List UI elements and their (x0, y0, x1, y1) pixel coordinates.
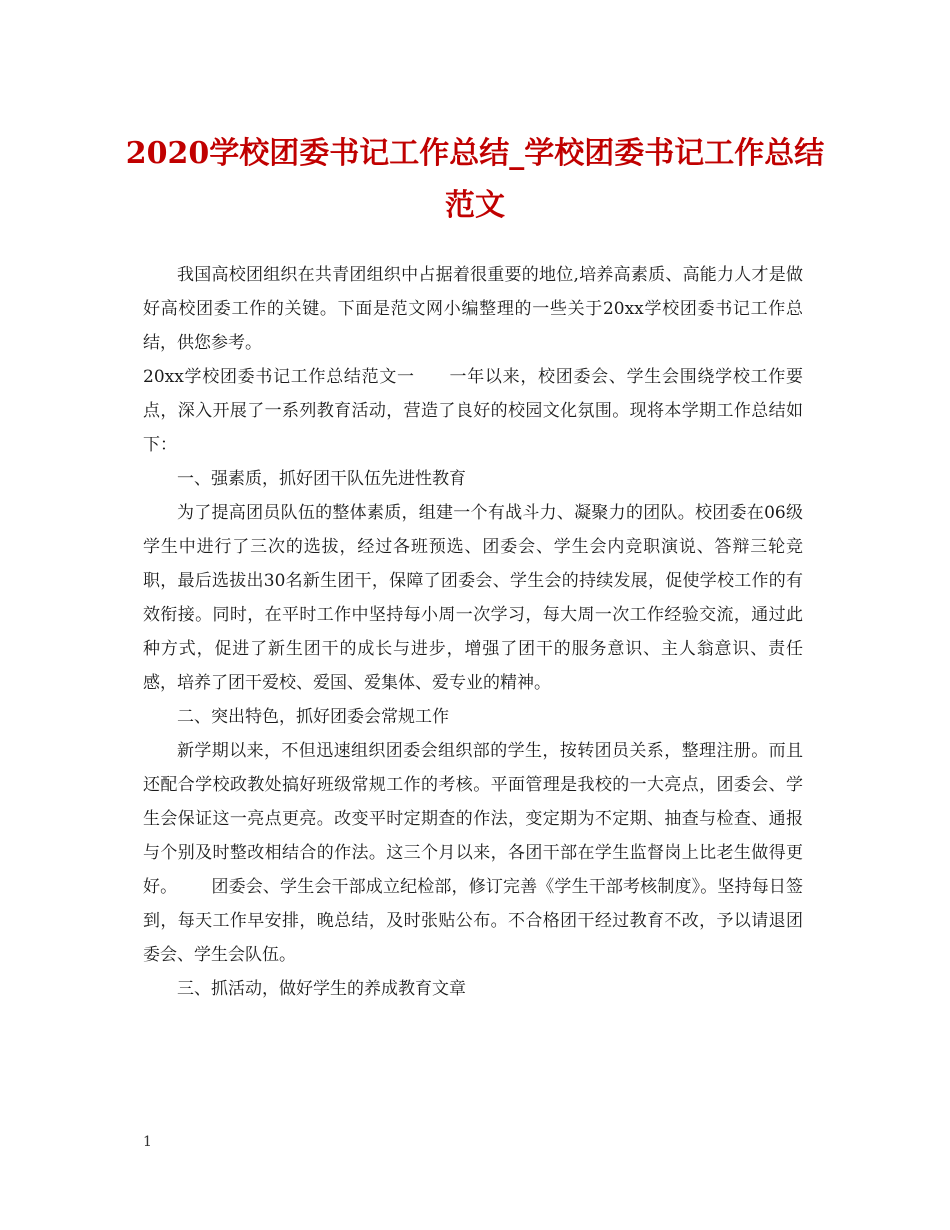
page-number: 1 (143, 1134, 152, 1150)
heading-section-one: 一、强素质，抓好团干队伍先进性教育 (177, 469, 466, 489)
sample-heading: 20xx学校团委书记工作总结范文一 (143, 367, 415, 387)
sample-intro-text: 一年以来，校团委会、学生会围绕学校工作要点，深入开展了一系列教育活动，营造了良好的校园文化氛围。现将本学期工作总结如下： (143, 367, 803, 455)
heading-section-two: 二、突出特色，抓好团委会常规工作 (177, 707, 449, 727)
paragraph-intro: 我国高校团组织在共青团组织中占据着很重要的地位,培养高素质、高能力人才是做好高校团委工作的关键。下面是范文网小编整理的一些关于20xx学校团委书记工作总结，供您参考。 (143, 265, 803, 353)
paragraph-section-two (143, 734, 803, 972)
paragraph-section-one: 为了提高团员队伍的整体素质，组建一个有战斗力、凝聚力的团队。校团委在06级学生中进行了三次的选拔，经过各班预选、团委会、学生会内竞职演说、答辩三轮竞职，最后选拔出30名新生团干，保障了团委会、学生会的持续发展，促使学校工作的有效衔接。同时，在平时工作中坚持每小周一次学习，每大周一次工作经验交流，通过此种方式，促进了新生团干的成长与进步，增强了团干的服务意识、主人翁意识、责任感，培养了团干爱校、爱国、爱集体、爱专业的精神。 (143, 503, 803, 693)
section-two-text-a: 新学期以来，不但迅速组织团委会组织部的学生，按转团员关系，整理注册。而且还配合学校政教处搞好班级常规工作的考核。平面管理是我校的一大亮点，团委会、学生会保证这一亮点更亮。改变平时定期查的作法，变定期为不定期、抽查与检查、通报与个别及时整改相结合的作法。这三个月以来，各团干部在学生监督岗上比老生做得更好。 (143, 741, 803, 897)
document-body (143, 258, 803, 1006)
paragraph-section-sample-one (143, 360, 803, 462)
heading-section-three: 三、抓活动，做好学生的养成教育文章 (177, 979, 466, 999)
section-two-text-b: 团委会、学生会干部成立纪检部，修订完善《学生干部考核制度》。坚持每日签到，每天工作早安排，晚总结，及时张贴公布。不合格团干经过教育不改，予以请退团委会、学生会队伍。 (143, 877, 804, 965)
document-title: 2020学校团委书记工作总结_学校团委书记工作总结范文 (125, 136, 825, 223)
